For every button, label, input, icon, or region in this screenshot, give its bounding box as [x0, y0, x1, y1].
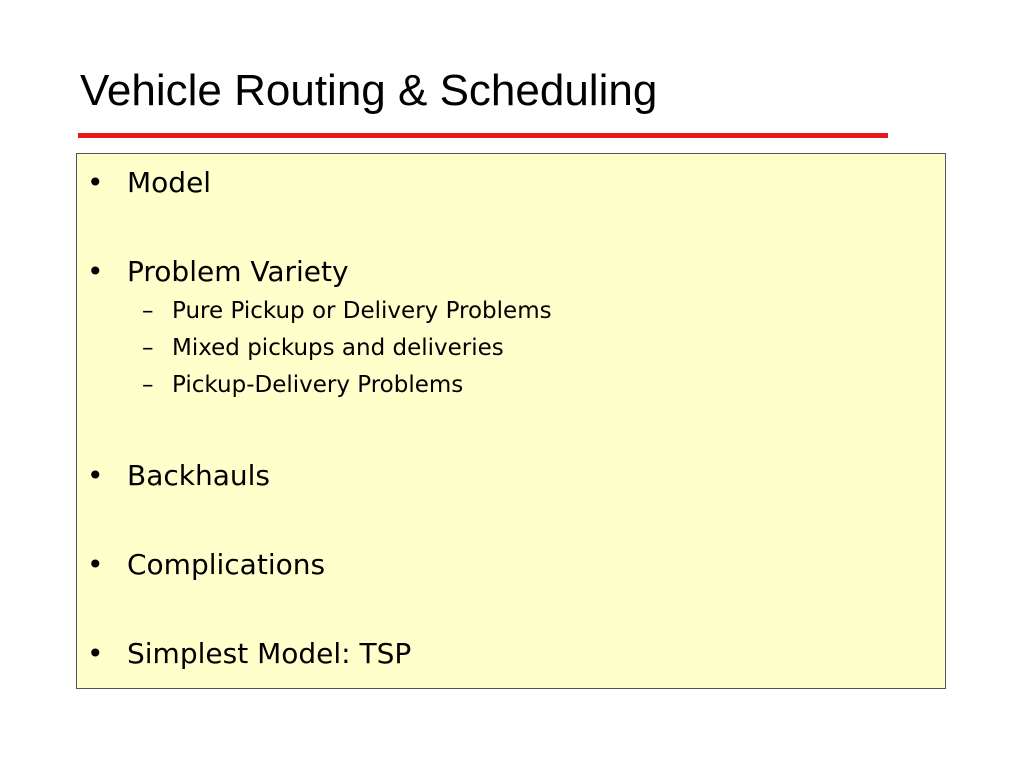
- sub-bullet-item: [127, 367, 945, 404]
- sub-bullet-marker: –: [142, 335, 154, 361]
- bullet-item-complications: [77, 548, 945, 582]
- sub-bullet-marker: –: [142, 298, 154, 324]
- bullet-marker: •: [87, 459, 104, 492]
- bullet-text: Simplest Model: TSP: [127, 637, 412, 670]
- slide-title: Vehicle Routing & Scheduling: [80, 66, 658, 115]
- bullet-item-backhauls: [77, 459, 945, 493]
- sub-bullet-item: [127, 293, 945, 330]
- bullet-item-simplest-model: [77, 637, 945, 671]
- bullet-item-problem-variety: [77, 255, 945, 404]
- bullet-text: Backhauls: [127, 459, 270, 492]
- bullet-text: Complications: [127, 548, 326, 581]
- sub-bullet-text: Mixed pickups and deliveries: [172, 335, 504, 361]
- sub-bullet-text: Pure Pickup or Delivery Problems: [172, 298, 552, 324]
- bullet-marker: •: [87, 548, 104, 581]
- sub-bullet-text: Pickup-Delivery Problems: [172, 372, 464, 398]
- bullet-text: Problem Variety: [127, 255, 349, 288]
- bullet-list: [77, 166, 945, 671]
- bullet-text: Model: [127, 166, 212, 199]
- title-underline: [78, 133, 888, 138]
- sub-bullet-marker: –: [142, 372, 154, 398]
- bullet-item-model: [77, 166, 945, 200]
- content-box: [76, 153, 946, 689]
- sub-bullet-list: [127, 293, 945, 404]
- bullet-marker: •: [87, 166, 104, 199]
- sub-bullet-item: [127, 330, 945, 367]
- bullet-marker: •: [87, 255, 104, 288]
- bullet-marker: •: [87, 637, 104, 670]
